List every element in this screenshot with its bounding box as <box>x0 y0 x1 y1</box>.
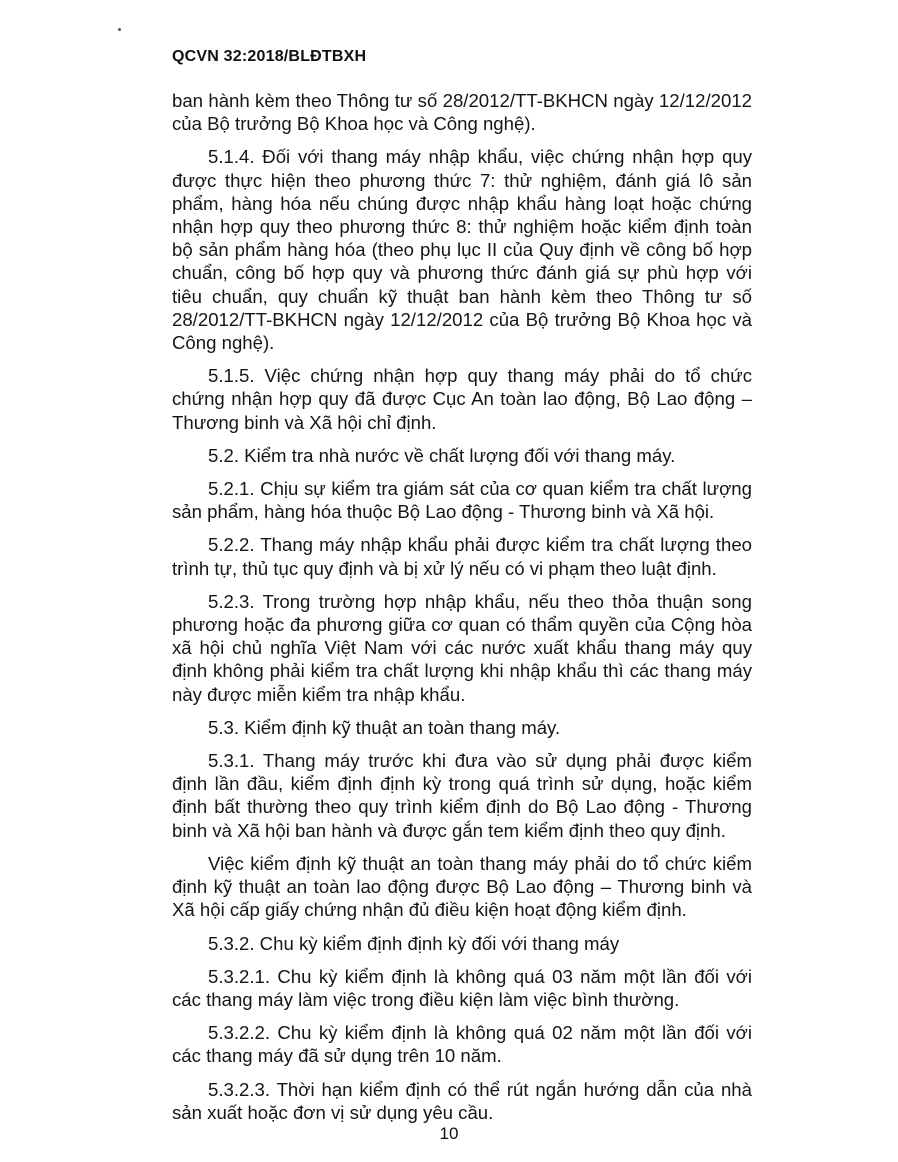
scan-speck <box>118 28 121 31</box>
paragraph-5-2-2: 5.2.2. Thang máy nhập khẩu phải được kiểm tra chất lượng theo trình tự, thủ tục quy định và bị xử lý nếu có vi phạm theo luật định. <box>172 534 752 579</box>
paragraph-inspection-organization: Việc kiểm định kỹ thuật an toàn thang máy phải do tổ chức kiểm định kỹ thuật an toàn lao động được Bộ Lao động – Thương binh và Xã hội cấp giấy chứng nhận đủ điều kiện hoạt động kiểm định. <box>172 852 752 921</box>
paragraph-5-3-2: 5.3.2. Chu kỳ kiểm định định kỳ đối với thang máy <box>208 932 620 954</box>
paragraph-5-3-2-3: 5.3.2.3. Thời hạn kiểm định có thể rút ngắn hướng dẫn của nhà sản xuất hoặc đơn vị sử dụng yêu cầu. <box>172 1078 752 1123</box>
paragraph-5-3-2-1: 5.3.2.1. Chu kỳ kiểm định là không quá 03 năm một lần đối với các thang máy làm việc trong điều kiện làm việc bình thường. <box>172 965 752 1010</box>
document-code-header: QCVN 32:2018/BLĐTBXH <box>172 48 367 65</box>
paragraph-5-2-1: 5.2.1. Chịu sự kiểm tra giám sát của cơ quan kiểm tra chất lượng sản phẩm, hàng hóa thuộc Bộ Lao động - Thương binh và Xã hội. <box>172 478 752 523</box>
section-heading-5-3: 5.3. Kiểm định kỹ thuật an toàn thang máy. <box>208 716 561 738</box>
section-heading-5-2: 5.2. Kiểm tra nhà nước về chất lượng đối với thang máy. <box>208 444 676 466</box>
document-body <box>172 89 752 1134</box>
paragraph-5-1-5: 5.1.5. Việc chứng nhận hợp quy thang máy phải do tổ chức chứng nhận hợp quy đã được Cục An toàn lao động, Bộ Lao động – Thương binh và Xã hội chỉ định. <box>172 365 752 433</box>
paragraph-5-3-1: 5.3.1. Thang máy trước khi đưa vào sử dụng phải được kiểm định lần đầu, kiểm định định kỳ trong quá trình sử dụng, hoặc kiểm định bất thường theo quy trình kiểm định do Bộ Lao động - Thương binh và Xã hội ban hành và được gắn tem kiểm định theo quy định. <box>172 750 752 841</box>
paragraph-5-3-2-2: 5.3.2.2. Chu kỳ kiểm định là không quá 02 năm một lần đối với các thang máy đã sử dụng trên 10 năm. <box>172 1022 752 1067</box>
paragraph-continuation: ban hành kèm theo Thông tư số 28/2012/TT-BKHCN ngày 12/12/2012 của Bộ trưởng Bộ Khoa học và Công nghệ). <box>172 90 752 135</box>
page-number: 10 <box>439 1124 459 1143</box>
paragraph-5-1-4: 5.1.4. Đối với thang máy nhập khẩu, việc chứng nhận hợp quy được thực hiện theo phương thức 7: thử nghiệm, đánh giá lô sản phẩm, hàng hóa nếu chúng được nhập khẩu hàng loạt hoặc chứng nhận hợp quy theo phương thức 8: thử nghiệm hoặc kiểm định toàn bộ sản phẩm hàng hóa (theo phụ lục II của Quy định về công bố hợp chuẩn, công bố hợp quy và phương thức đánh giá sự phù hợp với tiêu chuẩn, quy chuẩn kỹ thuật ban hành kèm theo Thông tư số 28/2012/TT-BKHCN ngày 12/12/2012 của Bộ trưởng Bộ Khoa học và Công nghệ). <box>172 146 752 354</box>
paragraph-5-2-3: 5.2.3. Trong trường hợp nhập khẩu, nếu theo thỏa thuận song phương hoặc đa phương giữa cơ quan có thẩm quyền của Cộng hòa xã hội chủ nghĩa Việt Nam với các nước xuất khẩu thang máy quy định không phải kiểm tra chất lượng khi nhập khẩu thì các thang máy này được miễn kiểm tra nhập khẩu. <box>172 590 752 705</box>
